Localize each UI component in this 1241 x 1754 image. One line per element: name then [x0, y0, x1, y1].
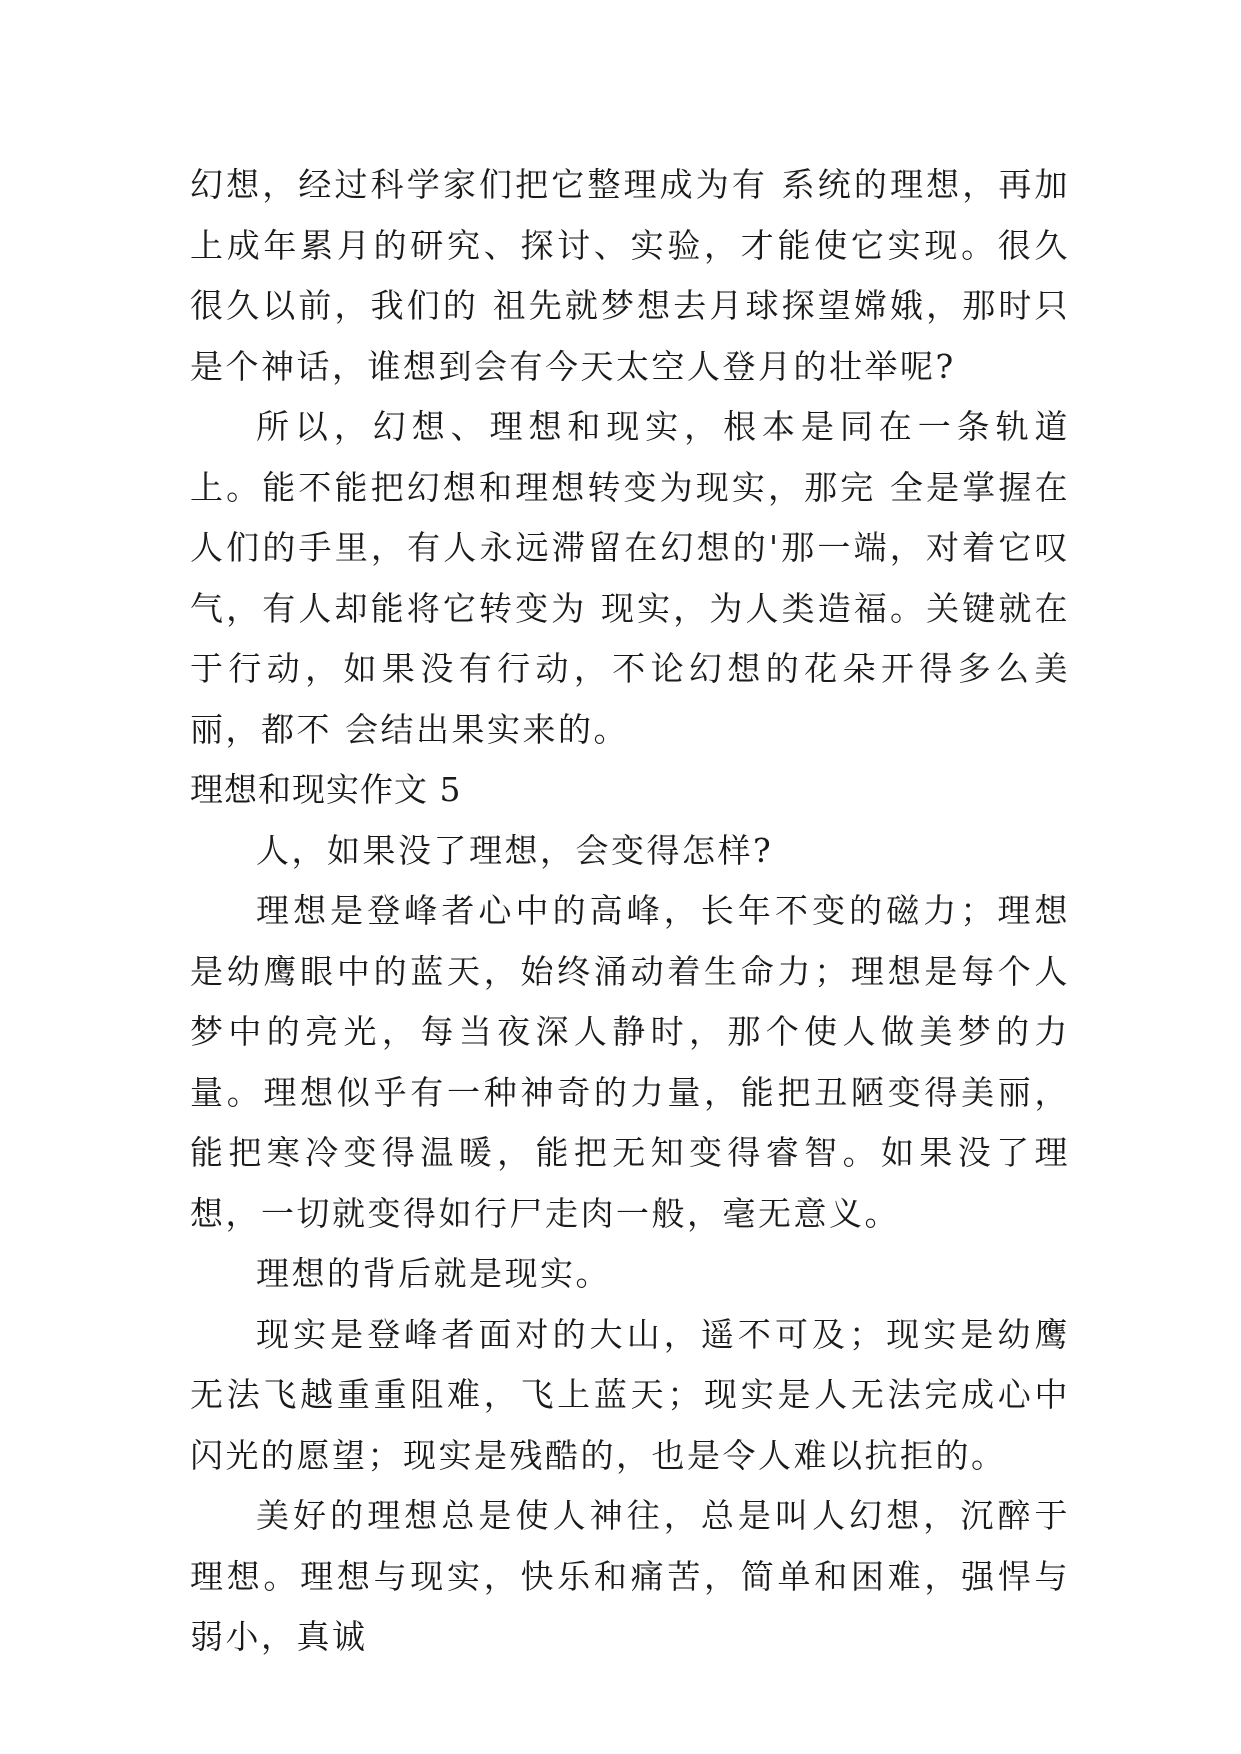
paragraph: 美好的理想总是使人神往，总是叫人幻想，沉醉于理想。理想与现实，快乐和痛苦，简单和困难，强悍与弱小，真诚 — [190, 1496, 1070, 1656]
paragraph: 幻想，经过科学家们把它整理成为有 系统的理想，再加上成年累月的研究、探讨、实验，才能使它实现。很久很久以前，我们的 祖先就梦想去月球探望嫦娥，那时只是个神话，谁想到会有今天太空人登月的壮举呢? — [190, 165, 1070, 386]
paragraph: 理想的背后就是现实。 — [256, 1254, 611, 1293]
section-heading: 理想和现实作文 5 — [190, 770, 462, 809]
paragraph: 现实是登峰者面对的大山，遥不可及；现实是幼鹰无法飞越重重阻难，飞上蓝天；现实是人无法完成心中闪光的愿望；现实是残酷的，也是令人难以抗拒的。 — [190, 1314, 1070, 1475]
paragraph: 所以，幻想、理想和现实，根本是同在一条轨道上。能不能把幻想和理想转变为现实，那完 全是掌握在人们的手里，有人永远滞留在幻想的'那一端，对着它叹气，有人却能将它转变为 现实，为人类造福。关键就在于行动，如果没有行动，不论幻想的花朵开得多么美丽，都不 会结出果实来的。 — [190, 407, 1070, 749]
document-body — [190, 155, 1070, 1668]
paragraph: 理想是登峰者心中的高峰，长年不变的磁力；理想是幼鹰眼中的蓝天，始终涌动着生命力；理想是每个人梦中的亮光，每当夜深人静时，那个使人做美梦的力量。理想似乎有一种神奇的力量，能把丑陋变得美丽，能把寒冷变得温暖，能把无知变得睿智。如果没了理想，一切就变得如行尸走肉一般，毫无意义。 — [190, 891, 1070, 1233]
paragraph: 人，如果没了理想，会变得怎样? — [256, 830, 774, 870]
